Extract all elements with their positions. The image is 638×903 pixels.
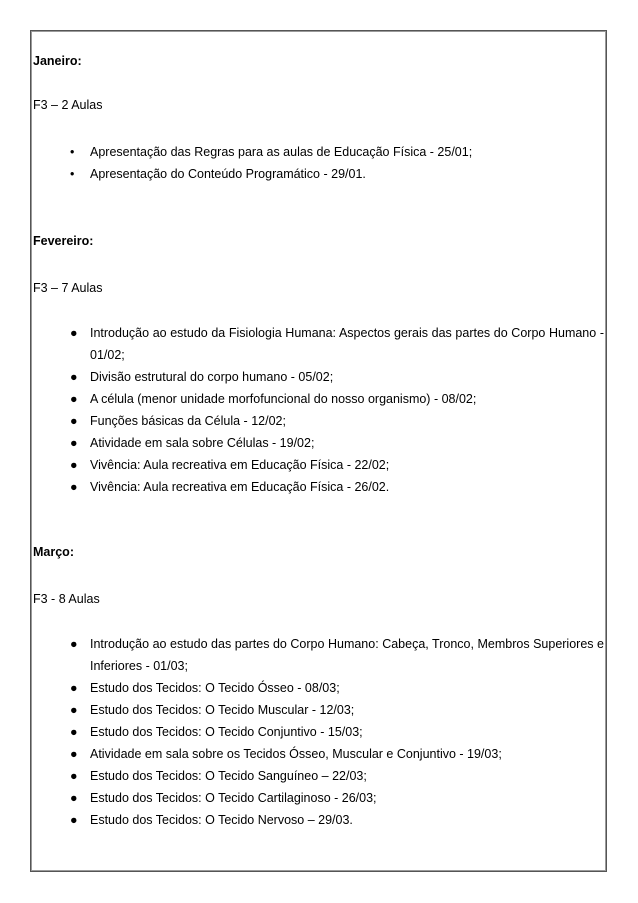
- bullet-icon: •: [70, 167, 75, 181]
- list-marco: [33, 633, 604, 831]
- list-item: ● Atividade em sala sobre Células - 19/02;: [33, 432, 604, 454]
- class-count-fevereiro: F3 – 7 Aulas: [33, 281, 103, 295]
- class-count-janeiro: F3 – 2 Aulas: [33, 98, 103, 112]
- list-fevereiro: [33, 322, 604, 498]
- bullet-icon: ●: [70, 370, 78, 384]
- list-item: ● Vivência: Aula recreativa em Educação Física - 26/02.: [33, 476, 604, 498]
- bullet-icon: ●: [70, 791, 78, 805]
- list-item: ● Estudo dos Tecidos: O Tecido Nervoso – 29/03.: [33, 809, 604, 831]
- list-item: ● Divisão estrutural do corpo humano - 05/02;: [33, 366, 604, 388]
- bullet-icon: ●: [70, 414, 78, 428]
- class-count-marco: F3 - 8 Aulas: [33, 592, 100, 606]
- bullet-icon: ●: [70, 326, 78, 340]
- bullet-icon: ●: [70, 480, 78, 494]
- list-item: ● Vivência: Aula recreativa em Educação Física - 22/02;: [33, 454, 604, 476]
- bullet-icon: ●: [70, 813, 78, 827]
- list-item: ● Funções básicas da Célula - 12/02;: [33, 410, 604, 432]
- bullet-icon: ●: [70, 747, 78, 761]
- bullet-icon: ●: [70, 458, 78, 472]
- list-item: • Apresentação das Regras para as aulas de Educação Física - 25/01;: [33, 141, 604, 163]
- month-heading-fevereiro: Fevereiro:: [33, 234, 94, 248]
- list-item: ● Estudo dos Tecidos: O Tecido Cartilaginoso - 26/03;: [33, 787, 604, 809]
- bullet-icon: ●: [70, 769, 78, 783]
- month-heading-marco: Março:: [33, 545, 74, 559]
- list-item: ● A célula (menor unidade morfofuncional do nosso organismo) - 08/02;: [33, 388, 604, 410]
- list-item: ● Introdução ao estudo da Fisiologia Humana: Aspectos gerais das partes do Corpo Humano - 01/02;: [33, 322, 604, 366]
- bullet-icon: ●: [70, 681, 78, 695]
- list-item: ● Estudo dos Tecidos: O Tecido Sanguíneo – 22/03;: [33, 765, 604, 787]
- list-item: ● Estudo dos Tecidos: O Tecido Muscular - 12/03;: [33, 699, 604, 721]
- list-item: ● Estudo dos Tecidos: O Tecido Ósseo - 08/03;: [33, 677, 604, 699]
- bullet-icon: ●: [70, 703, 78, 717]
- list-item: • Apresentação do Conteúdo Programático - 29/01.: [33, 163, 604, 185]
- bullet-icon: ●: [70, 436, 78, 450]
- list-item: ● Introdução ao estudo das partes do Corpo Humano: Cabeça, Tronco, Membros Superiores e Inferiores - 01/03;: [33, 633, 604, 677]
- list-item: ● Atividade em sala sobre os Tecidos Ósseo, Muscular e Conjuntivo - 19/03;: [33, 743, 604, 765]
- list-item: ● Estudo dos Tecidos: O Tecido Conjuntivo - 15/03;: [33, 721, 604, 743]
- bullet-icon: ●: [70, 392, 78, 406]
- list-janeiro: [33, 141, 604, 185]
- bullet-icon: ●: [70, 725, 78, 739]
- month-heading-janeiro: Janeiro:: [33, 54, 82, 68]
- bullet-icon: •: [70, 145, 75, 159]
- bullet-icon: ●: [70, 637, 78, 651]
